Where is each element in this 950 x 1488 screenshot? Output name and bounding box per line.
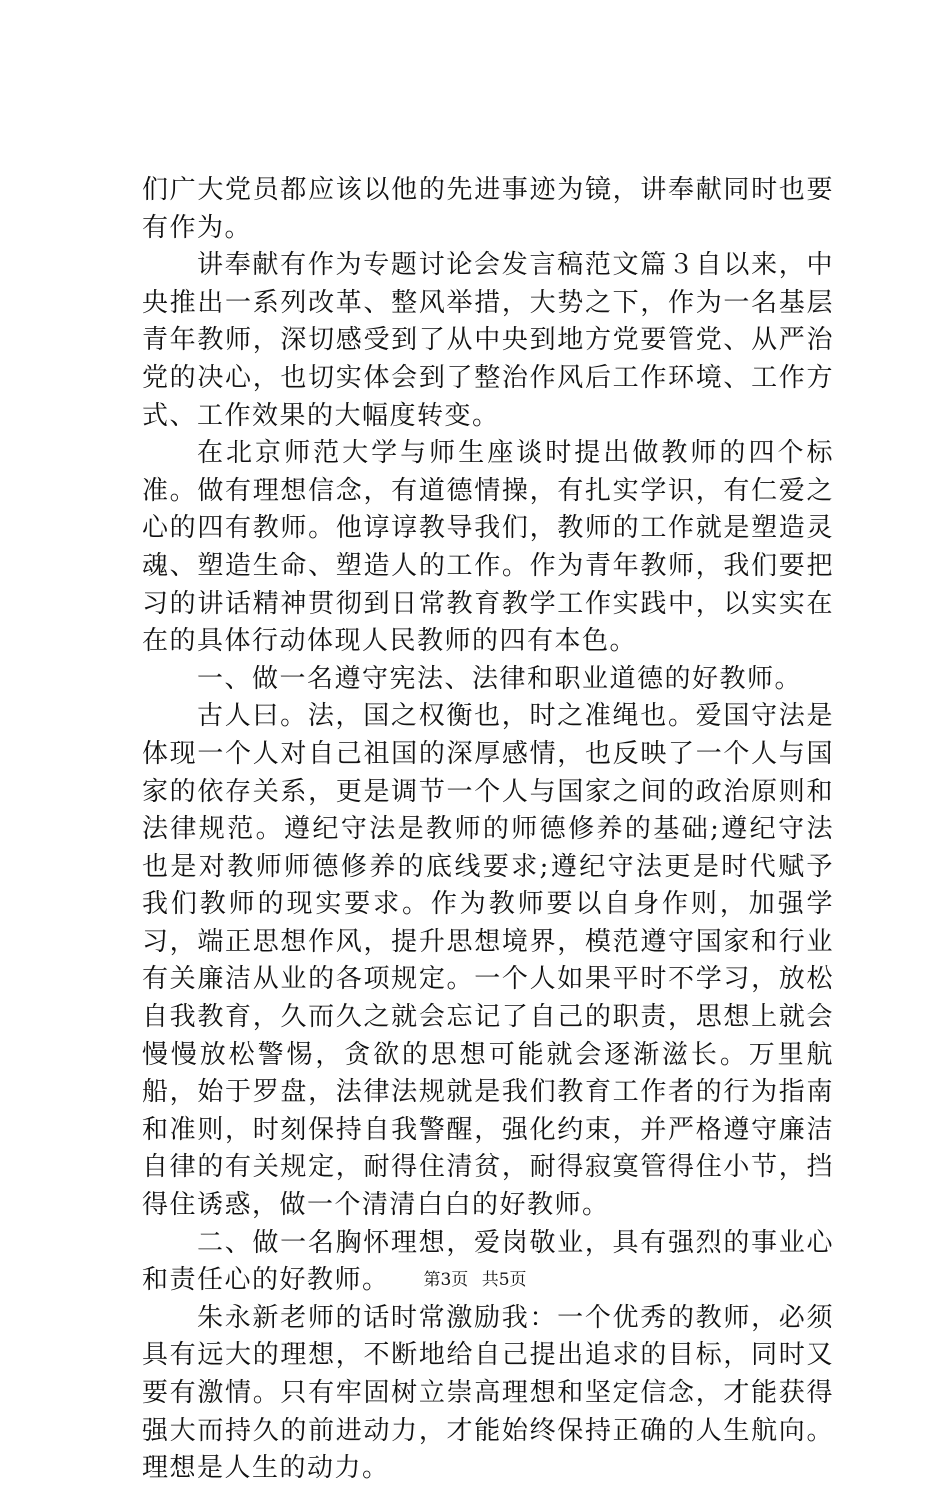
section-heading-2: 二、做一名胸怀理想，爱岗敬业，具有强烈的事业心和责任心的好教师。	[142, 1227, 834, 1296]
page-number: 第3页	[423, 1270, 469, 1290]
paragraph-continuation: 们广大党员都应该以他的先进事迹为镜，讲奉献同时也要有作为。	[142, 175, 834, 243]
section-heading-1: 一、做一名遵守宪法、法律和职业道德的好教师。	[197, 663, 803, 694]
paragraph-four-standards: 在北京师范大学与师生座谈时提出做教师的四个标准。做有理想信念，有道德情操，有扎实学识，有仁爱之心的四有教师。他谆谆教导我们，教师的工作就是塑造灵魂、塑造生命、塑造人的工作。作为青年教师，我们要把习的讲话精神贯彻到日常教育教学工作实践中，以实实在在的具体行动体现人民教师的四有本色。	[142, 438, 834, 657]
paragraph-law: 古人曰。法，国之权衡也，时之准绳也。爱国守法是体现一个人对自己祖国的深厚感情，也反映了一个人与国家的依存关系，更是调节一个人与国家之间的政治原则和法律规范。遵纪守法是教师的师德修养的基础;遵纪守法也是对教师师德修养的底线要求;遵纪守法更是时代赋予我们教师的现实要求。作为教师要以自身作则，加强学习，端正思想作风，提升思想境界，模范遵守国家和行业有关廉洁从业的各项规定。一个人如果平时不学习，放松自我教育，久而久之就会忘记了自己的职责，思想上就会慢慢放松警惕，贪欲的思想可能就会逐渐滋长。万里航船，始于罗盘，法律法规就是我们教育工作者的行为指南和准则，时刻保持自我警醒，强化约束，并严格遵守廉洁自律的有关规定，耐得住清贫，耐得寂寞管得住小节，挡得住诱惑，做一个清清白白的好教师。	[142, 701, 834, 1221]
page-total: 共5页	[481, 1270, 527, 1290]
document-body	[142, 172, 834, 1488]
paragraph-intro: 讲奉献有作为专题讨论会发言稿范文篇３自以来，中央推出一系列改革、整风举措，大势之下，作为一名基层青年教师，深切感受到了从中央到地方党要管党、从严治党的决心，也切实体会到了整治作风后工作环境、工作方式、工作效果的大幅度转变。	[142, 250, 834, 431]
paragraph-ideals: 朱永新老师的话时常激励我：一个优秀的教师，必须具有远大的理想，不断地给自己提出追求的目标，同时又要有激情。只有牢固树立崇高理想和坚定信念，才能获得强大而持久的前进动力，才能始终保持正确的人生航向。理想是人生的动力。	[142, 1302, 834, 1484]
page-footer	[0, 1270, 950, 1290]
